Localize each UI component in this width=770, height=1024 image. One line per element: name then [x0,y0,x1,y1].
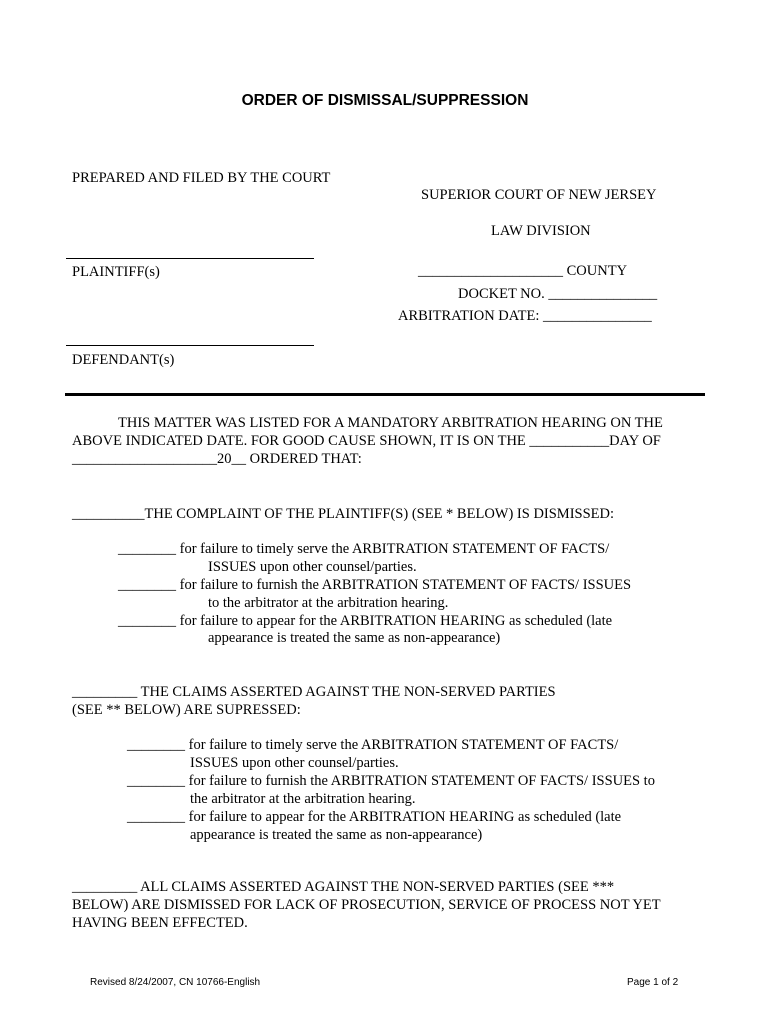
plaintiff-signature-line[interactable] [66,258,314,259]
s2-item2-line2: the arbitrator at the arbitration hearing. [190,791,416,807]
s1-item3-line2: appearance is treated the same as non-appearance) [208,630,501,646]
county-field[interactable]: ____________________ COUNTY [418,263,628,279]
court-name: SUPERIOR COURT OF NEW JERSEY [421,187,657,203]
s2-item1-line1: ________ for failure to timely serve the ARBITRATION STATEMENT OF FACTS/ [127,737,619,753]
s1-item1-line2: ISSUES upon other counsel/parties. [208,559,417,575]
document-title: ORDER OF DISMISSAL/SUPPRESSION [241,92,529,109]
s2-item3-line1: ________ for failure to appear for the ARBITRATION HEARING as scheduled (late [127,809,622,825]
revision-footer: Revised 8/24/2007, CN 10766-English [90,977,261,988]
claims-suppressed-heading-2: (SEE ** BELOW) ARE SUPRESSED: [72,702,301,718]
intro-line-1: THIS MATTER WAS LISTED FOR A MANDATORY ARBITRATION HEARING ON THE [118,415,663,431]
complaint-dismissed-heading: __________THE COMPLAINT OF THE PLAINTIFF(S) (SEE * BELOW) IS DISMISSED: [72,506,615,522]
defendant-signature-line[interactable] [66,345,314,346]
defendant-label: DEFENDANT(s) [72,352,175,368]
section-divider [65,393,705,396]
s1-item3-line1: ________ for failure to appear for the ARBITRATION HEARING as scheduled (late [118,613,613,629]
plaintiff-label: PLAINTIFF(s) [72,264,160,280]
s2-item1-line2: ISSUES upon other counsel/parties. [190,755,399,771]
s1-item2-line2: to the arbitrator at the arbitration hearing. [208,595,449,611]
division-name: LAW DIVISION [491,223,591,239]
all-claims-dismissed-line-1: _________ ALL CLAIMS ASSERTED AGAINST THE NON-SERVED PARTIES (SEE *** [72,879,615,895]
s2-item2-line1: ________ for failure to furnish the ARBITRATION STATEMENT OF FACTS/ ISSUES to [127,773,655,789]
intro-line-3: ____________________20__ ORDERED THAT: [72,451,362,467]
page-number: Page 1 of 2 [627,977,679,988]
s1-item2-line1: ________ for failure to furnish the ARBITRATION STATEMENT OF FACTS/ ISSUES [118,577,632,593]
intro-line-2: ABOVE INDICATED DATE. FOR GOOD CAUSE SHOWN, IT IS ON THE ___________DAY OF [72,433,661,449]
claims-suppressed-heading-1: _________ THE CLAIMS ASSERTED AGAINST THE NON-SERVED PARTIES [72,684,556,700]
prepared-by-text: PREPARED AND FILED BY THE COURT [72,170,331,186]
docket-number-field[interactable]: DOCKET NO. _______________ [458,286,658,302]
s2-item3-line2: appearance is treated the same as non-appearance) [190,827,483,843]
all-claims-dismissed-line-3: HAVING BEEN EFFECTED. [72,915,248,931]
all-claims-dismissed-line-2: BELOW) ARE DISMISSED FOR LACK OF PROSECUTION, SERVICE OF PROCESS NOT YET [72,897,661,913]
arbitration-date-field[interactable]: ARBITRATION DATE: _______________ [398,308,652,324]
s1-item1-line1: ________ for failure to timely serve the ARBITRATION STATEMENT OF FACTS/ [118,541,610,557]
